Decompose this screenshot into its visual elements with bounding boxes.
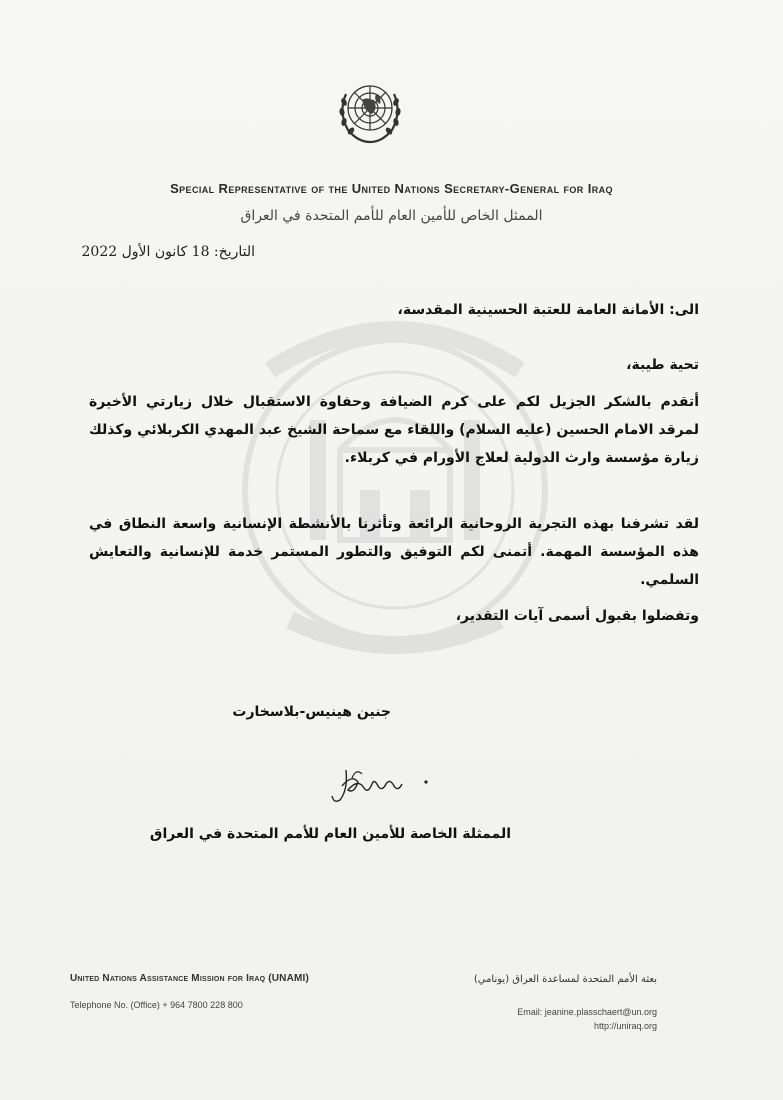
letterhead-title-ar: الممثل الخاص للأمين العام للأمم المتحدة في العراق	[240, 208, 543, 224]
letter-paragraph-1: أتقدم بالشكر الجزيل لكم على كرم الضيافة وحفاوة الاستقبال خلال زيارتي الأخيرة لمرقد الامام الحسين (عليه السلام) واللقاء مع سماحة الشيخ عبد المهدي الكربلائي وكذلك زيارة مؤسسة وارث الدولية لعلاج الأورام في كربلاء.	[89, 394, 699, 466]
handwritten-signature-icon	[328, 760, 438, 808]
letter-closing: وتفضلوا بقبول أسمى آيات التقدير،	[455, 608, 699, 624]
letter-paragraph-2: لقد تشرفنا بهذه التجربة الروحانية الرائعة وتأثرنا بالأنشطة الإنسانية واسعة النطاق في هذه المؤسسة المهمة. أتمنى لكم التوفيق والتطور المستمر خدمة للإنسانية والتعايش السلمي.	[89, 516, 699, 588]
shrine-watermark-icon	[230, 300, 560, 660]
footer-website: http://uniraq.org	[593, 1021, 657, 1031]
letter-greeting: تحية طيبة،	[626, 357, 699, 373]
footer-organization-en: United Nations Assistance Mission for Iraq (UNAMI)	[70, 973, 310, 984]
letter-date: التاريخ: 18 كانون الأول 2022	[81, 244, 255, 260]
signer-name: جنين هينيس-بلاسخارت	[232, 704, 391, 720]
letterhead-title-en: Special Representative of the United Nations Secretary-General for Iraq	[170, 181, 613, 196]
footer-email: Email: jeanine.plasschaert@un.org	[517, 1007, 657, 1017]
un-emblem-icon	[332, 72, 408, 148]
footer-telephone: Telephone No. (Office) + 964 7800 228 800	[70, 1000, 243, 1010]
footer-organization-ar: بعثة الأمم المتحدة لمساعدة العراق (يونامي)	[473, 974, 657, 985]
letter-addressee: الى: الأمانة العامة للعتبة الحسينية المقدسة،	[397, 302, 699, 318]
signer-title: الممثلة الخاصة للأمين العام للأمم المتحدة في العراق	[149, 826, 511, 842]
